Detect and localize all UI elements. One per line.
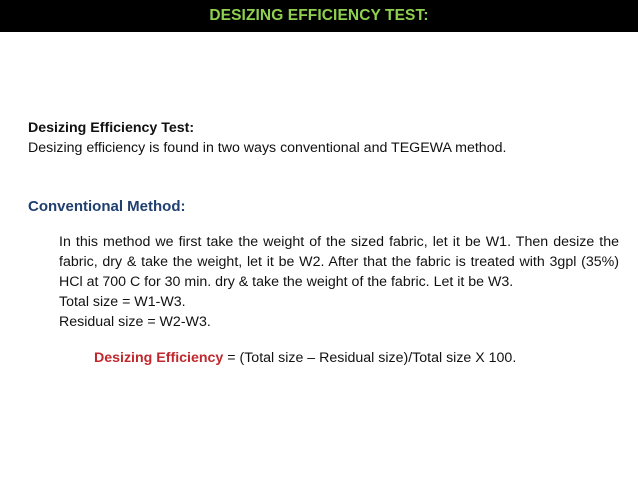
page-title: DESIZING EFFICIENCY TEST: [209,7,429,24]
efficiency-formula: = (Total size – Residual size)/Total size X 100. [223,350,517,366]
conventional-method-body [59,232,619,332]
efficiency-label: Desizing Efficiency [94,350,224,366]
intro-text: Desizing efficiency is found in two ways conventional and TEGEWA method. [28,140,507,156]
intro-heading: Desizing Efficiency Test: [28,120,195,136]
slide-content [28,118,618,368]
conventional-method-heading: Conventional Method: [28,198,186,215]
total-size-formula: Total size = W1-W3. [59,294,186,310]
method-description: In this method we first take the weight of the sized fabric, let it be W1. Then desize the fabric, dry & take the weight, let it be W2. After that the fabric is treated with 3gpl (35%) HCl at 700 C for 30 min. dry & take the weight of the fabric. Let it be W3. [59,234,619,290]
title-bar [0,0,638,32]
efficiency-formula-line [94,348,618,368]
residual-size-formula: Residual size = W2-W3. [59,314,211,330]
